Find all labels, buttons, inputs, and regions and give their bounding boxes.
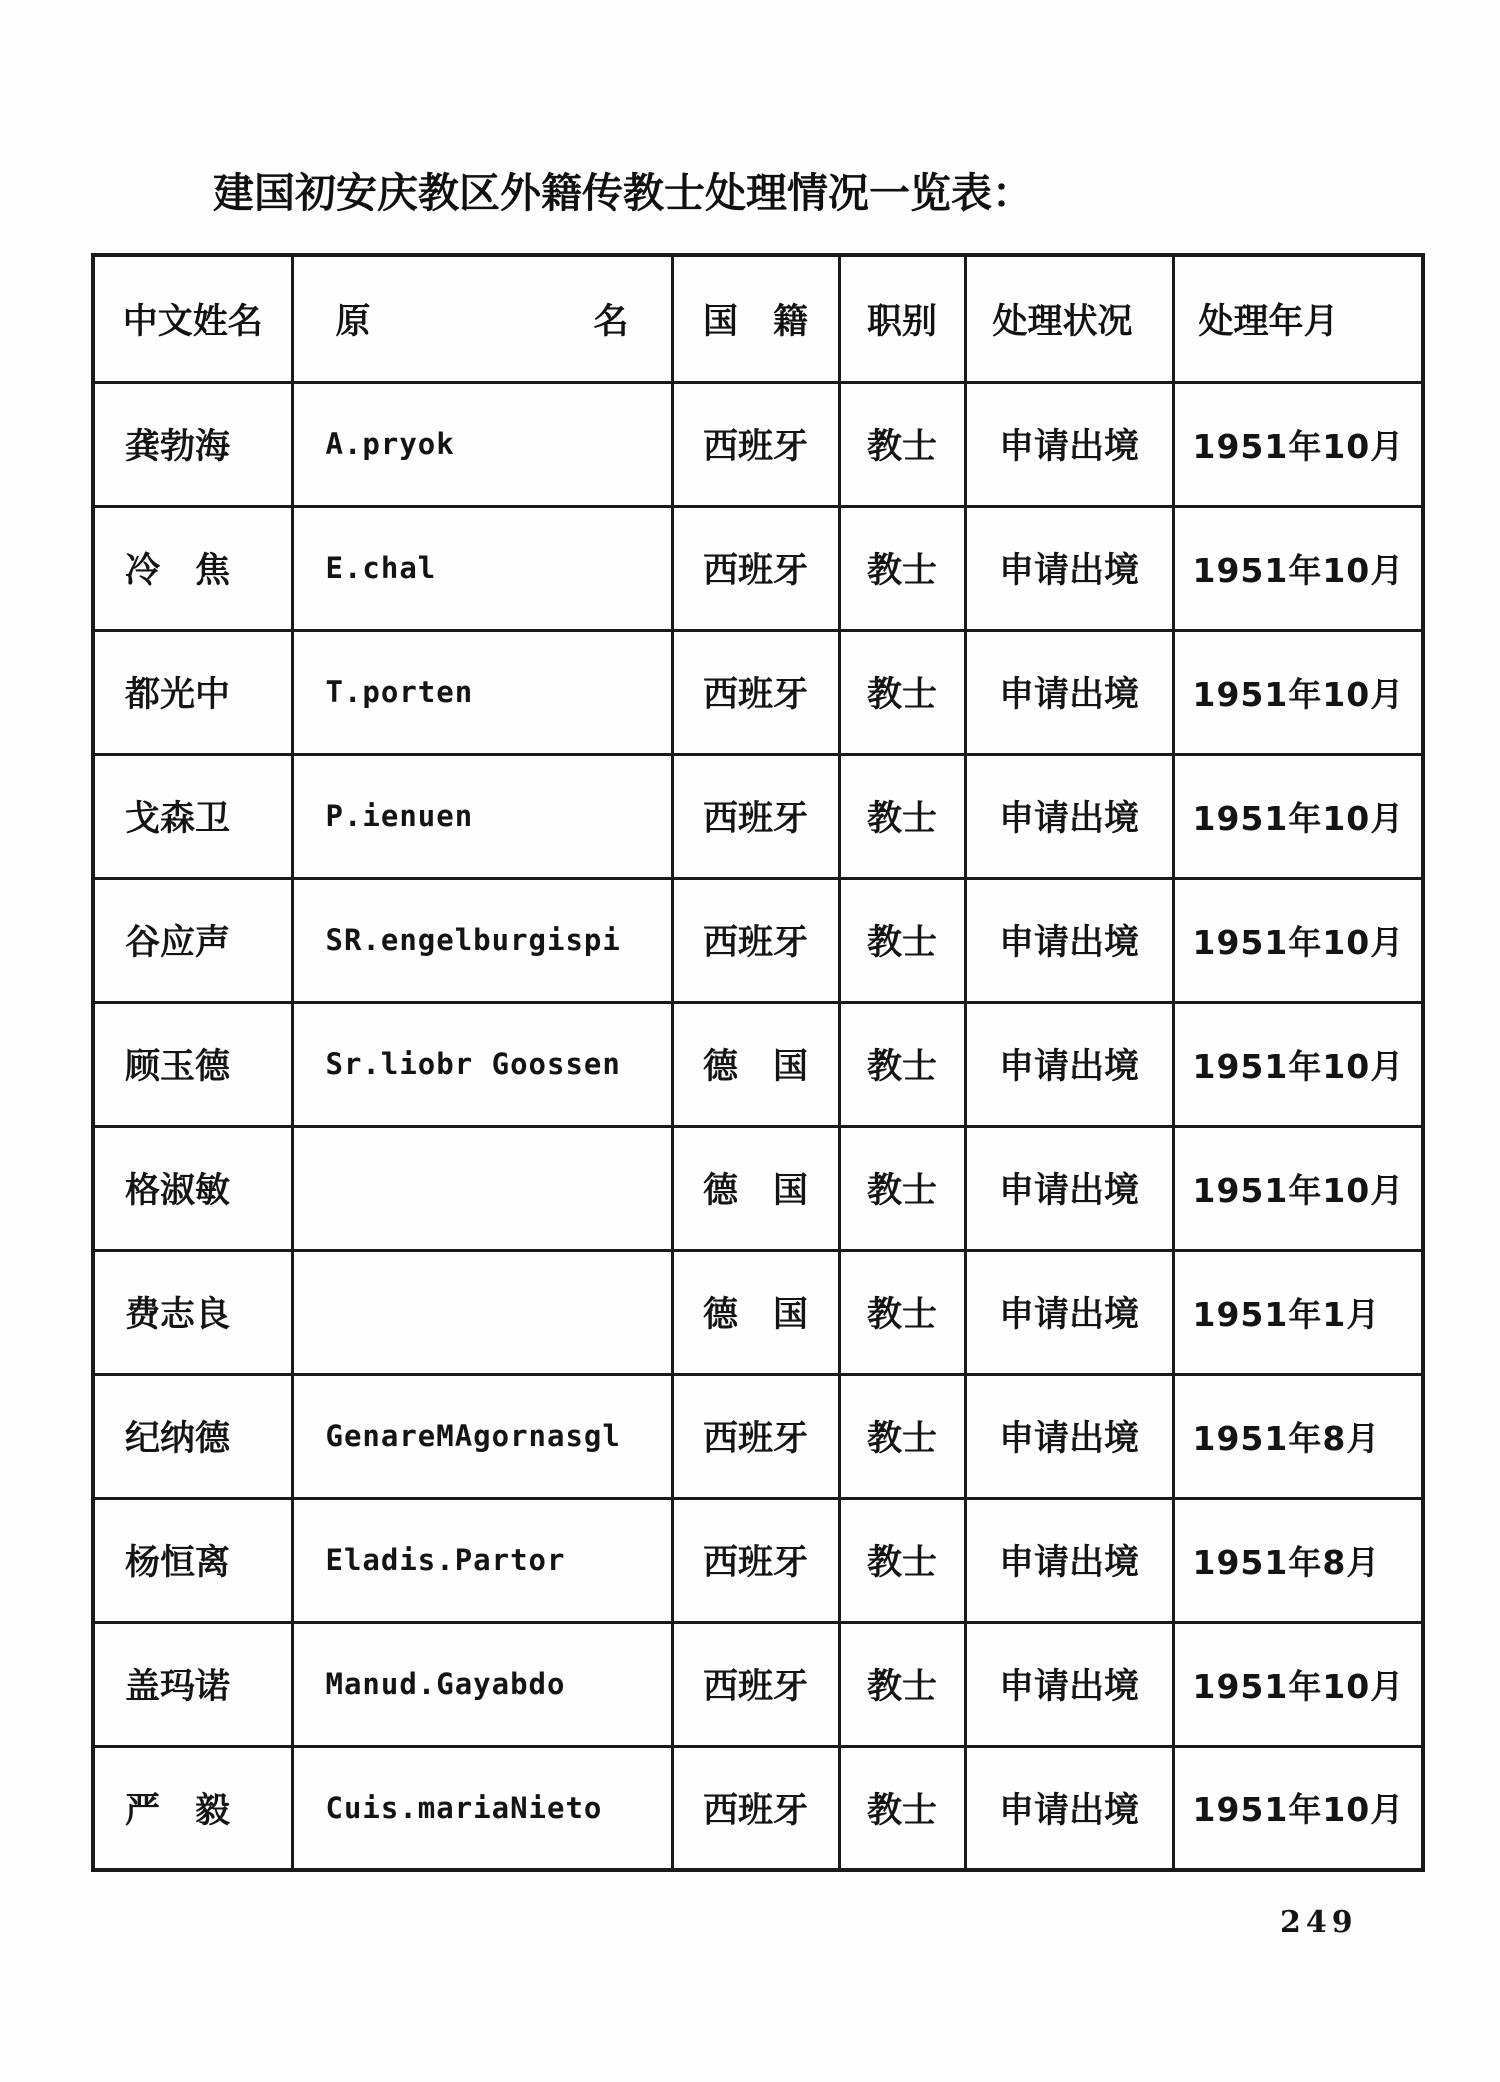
status-cell: 申请出境 — [965, 1126, 1173, 1250]
table-row — [93, 382, 1423, 506]
status-cell: 申请出境 — [965, 1250, 1173, 1374]
original-name-cell: GenareMAgornasgl — [292, 1374, 672, 1498]
chinese-name-cell: 戈森卫 — [93, 754, 292, 878]
status-cell: 申请出境 — [965, 1746, 1173, 1870]
chinese-name-cell: 纪纳德 — [93, 1374, 292, 1498]
chinese-name-cell: 格淑敏 — [93, 1126, 292, 1250]
table-row — [93, 1498, 1423, 1622]
page-title: 建国初安庆教区外籍传教士处理情况一览表： — [213, 169, 1033, 217]
status-cell: 申请出境 — [965, 382, 1173, 506]
header-original-name — [292, 255, 672, 382]
table-row — [93, 506, 1423, 630]
header-position: 职别 — [839, 255, 965, 382]
status-cell: 申请出境 — [965, 630, 1173, 754]
table-row — [93, 1126, 1423, 1250]
position-cell: 教士 — [839, 1126, 965, 1250]
status-cell: 申请出境 — [965, 1498, 1173, 1622]
header-original-name-spread — [336, 294, 629, 344]
chinese-name-cell: 龚勃海 — [93, 382, 292, 506]
chinese-name-cell: 谷应声 — [93, 878, 292, 1002]
header-nationality: 国 籍 — [672, 255, 839, 382]
original-name-cell: SR.engelburgispi — [292, 878, 672, 1002]
table-row — [93, 1374, 1423, 1498]
nationality-cell: 德 国 — [672, 1126, 839, 1250]
nationality-cell: 德 国 — [672, 1002, 839, 1126]
original-name-cell: Sr.liobr Goossen — [292, 1002, 672, 1126]
header-status: 处理状况 — [965, 255, 1173, 382]
position-cell: 教士 — [839, 878, 965, 1002]
table-row — [93, 1250, 1423, 1374]
position-cell: 教士 — [839, 1374, 965, 1498]
status-cell: 申请出境 — [965, 878, 1173, 1002]
original-name-cell: T.porten — [292, 630, 672, 754]
date-cell: 1951年10月 — [1173, 1622, 1423, 1746]
date-cell: 1951年10月 — [1173, 878, 1423, 1002]
date-cell: 1951年10月 — [1173, 1002, 1423, 1126]
table-row — [93, 878, 1423, 1002]
nationality-cell: 西班牙 — [672, 1498, 839, 1622]
chinese-name-cell: 冷 焦 — [93, 506, 292, 630]
table-body — [93, 382, 1423, 1870]
status-cell: 申请出境 — [965, 754, 1173, 878]
original-name-cell: P.ienuen — [292, 754, 672, 878]
original-name-cell: Cuis.mariaNieto — [292, 1746, 672, 1870]
header-original-name-left: 原 — [335, 301, 371, 342]
position-cell: 教士 — [839, 506, 965, 630]
table-row — [93, 1622, 1423, 1746]
position-cell: 教士 — [839, 1622, 965, 1746]
page-number: 249 — [1280, 1905, 1358, 1940]
position-cell: 教士 — [839, 1498, 965, 1622]
missionaries-table — [91, 253, 1425, 1872]
chinese-name-cell: 盖玛诺 — [93, 1622, 292, 1746]
nationality-cell: 西班牙 — [672, 506, 839, 630]
nationality-cell: 西班牙 — [672, 630, 839, 754]
nationality-cell: 西班牙 — [672, 1746, 839, 1870]
date-cell: 1951年1月 — [1173, 1250, 1423, 1374]
nationality-cell: 西班牙 — [672, 878, 839, 1002]
chinese-name-cell: 严 毅 — [93, 1746, 292, 1870]
nationality-cell: 西班牙 — [672, 1374, 839, 1498]
header-chinese-name: 中文姓名 — [93, 255, 292, 382]
header-date: 处理年月 — [1173, 255, 1423, 382]
chinese-name-cell: 杨恒离 — [93, 1498, 292, 1622]
date-cell: 1951年10月 — [1173, 754, 1423, 878]
position-cell: 教士 — [839, 1250, 965, 1374]
position-cell: 教士 — [839, 382, 965, 506]
date-cell: 1951年10月 — [1173, 1126, 1423, 1250]
chinese-name-cell: 费志良 — [93, 1250, 292, 1374]
date-cell: 1951年8月 — [1173, 1498, 1423, 1622]
position-cell: 教士 — [839, 1746, 965, 1870]
status-cell: 申请出境 — [965, 1622, 1173, 1746]
status-cell: 申请出境 — [965, 1002, 1173, 1126]
original-name-cell: E.chal — [292, 506, 672, 630]
chinese-name-cell: 顾玉德 — [93, 1002, 292, 1126]
date-cell: 1951年10月 — [1173, 630, 1423, 754]
original-name-cell: Eladis.Partor — [292, 1498, 672, 1622]
date-cell: 1951年10月 — [1173, 1746, 1423, 1870]
header-original-name-right: 名 — [593, 301, 629, 342]
nationality-cell: 西班牙 — [672, 1622, 839, 1746]
date-cell: 1951年8月 — [1173, 1374, 1423, 1498]
chinese-name-cell: 都光中 — [93, 630, 292, 754]
nationality-cell: 德 国 — [672, 1250, 839, 1374]
nationality-cell: 西班牙 — [672, 382, 839, 506]
position-cell: 教士 — [839, 754, 965, 878]
status-cell: 申请出境 — [965, 506, 1173, 630]
header-row — [93, 255, 1423, 382]
table-row — [93, 1746, 1423, 1870]
table-row — [93, 630, 1423, 754]
original-name-cell — [292, 1250, 672, 1374]
position-cell: 教士 — [839, 630, 965, 754]
nationality-cell: 西班牙 — [672, 754, 839, 878]
original-name-cell — [292, 1126, 672, 1250]
table-row — [93, 754, 1423, 878]
date-cell: 1951年10月 — [1173, 506, 1423, 630]
status-cell: 申请出境 — [965, 1374, 1173, 1498]
table-row — [93, 1002, 1423, 1126]
original-name-cell: A.pryok — [292, 382, 672, 506]
original-name-cell: Manud.Gayabdo — [292, 1622, 672, 1746]
position-cell: 教士 — [839, 1002, 965, 1126]
date-cell: 1951年10月 — [1173, 382, 1423, 506]
